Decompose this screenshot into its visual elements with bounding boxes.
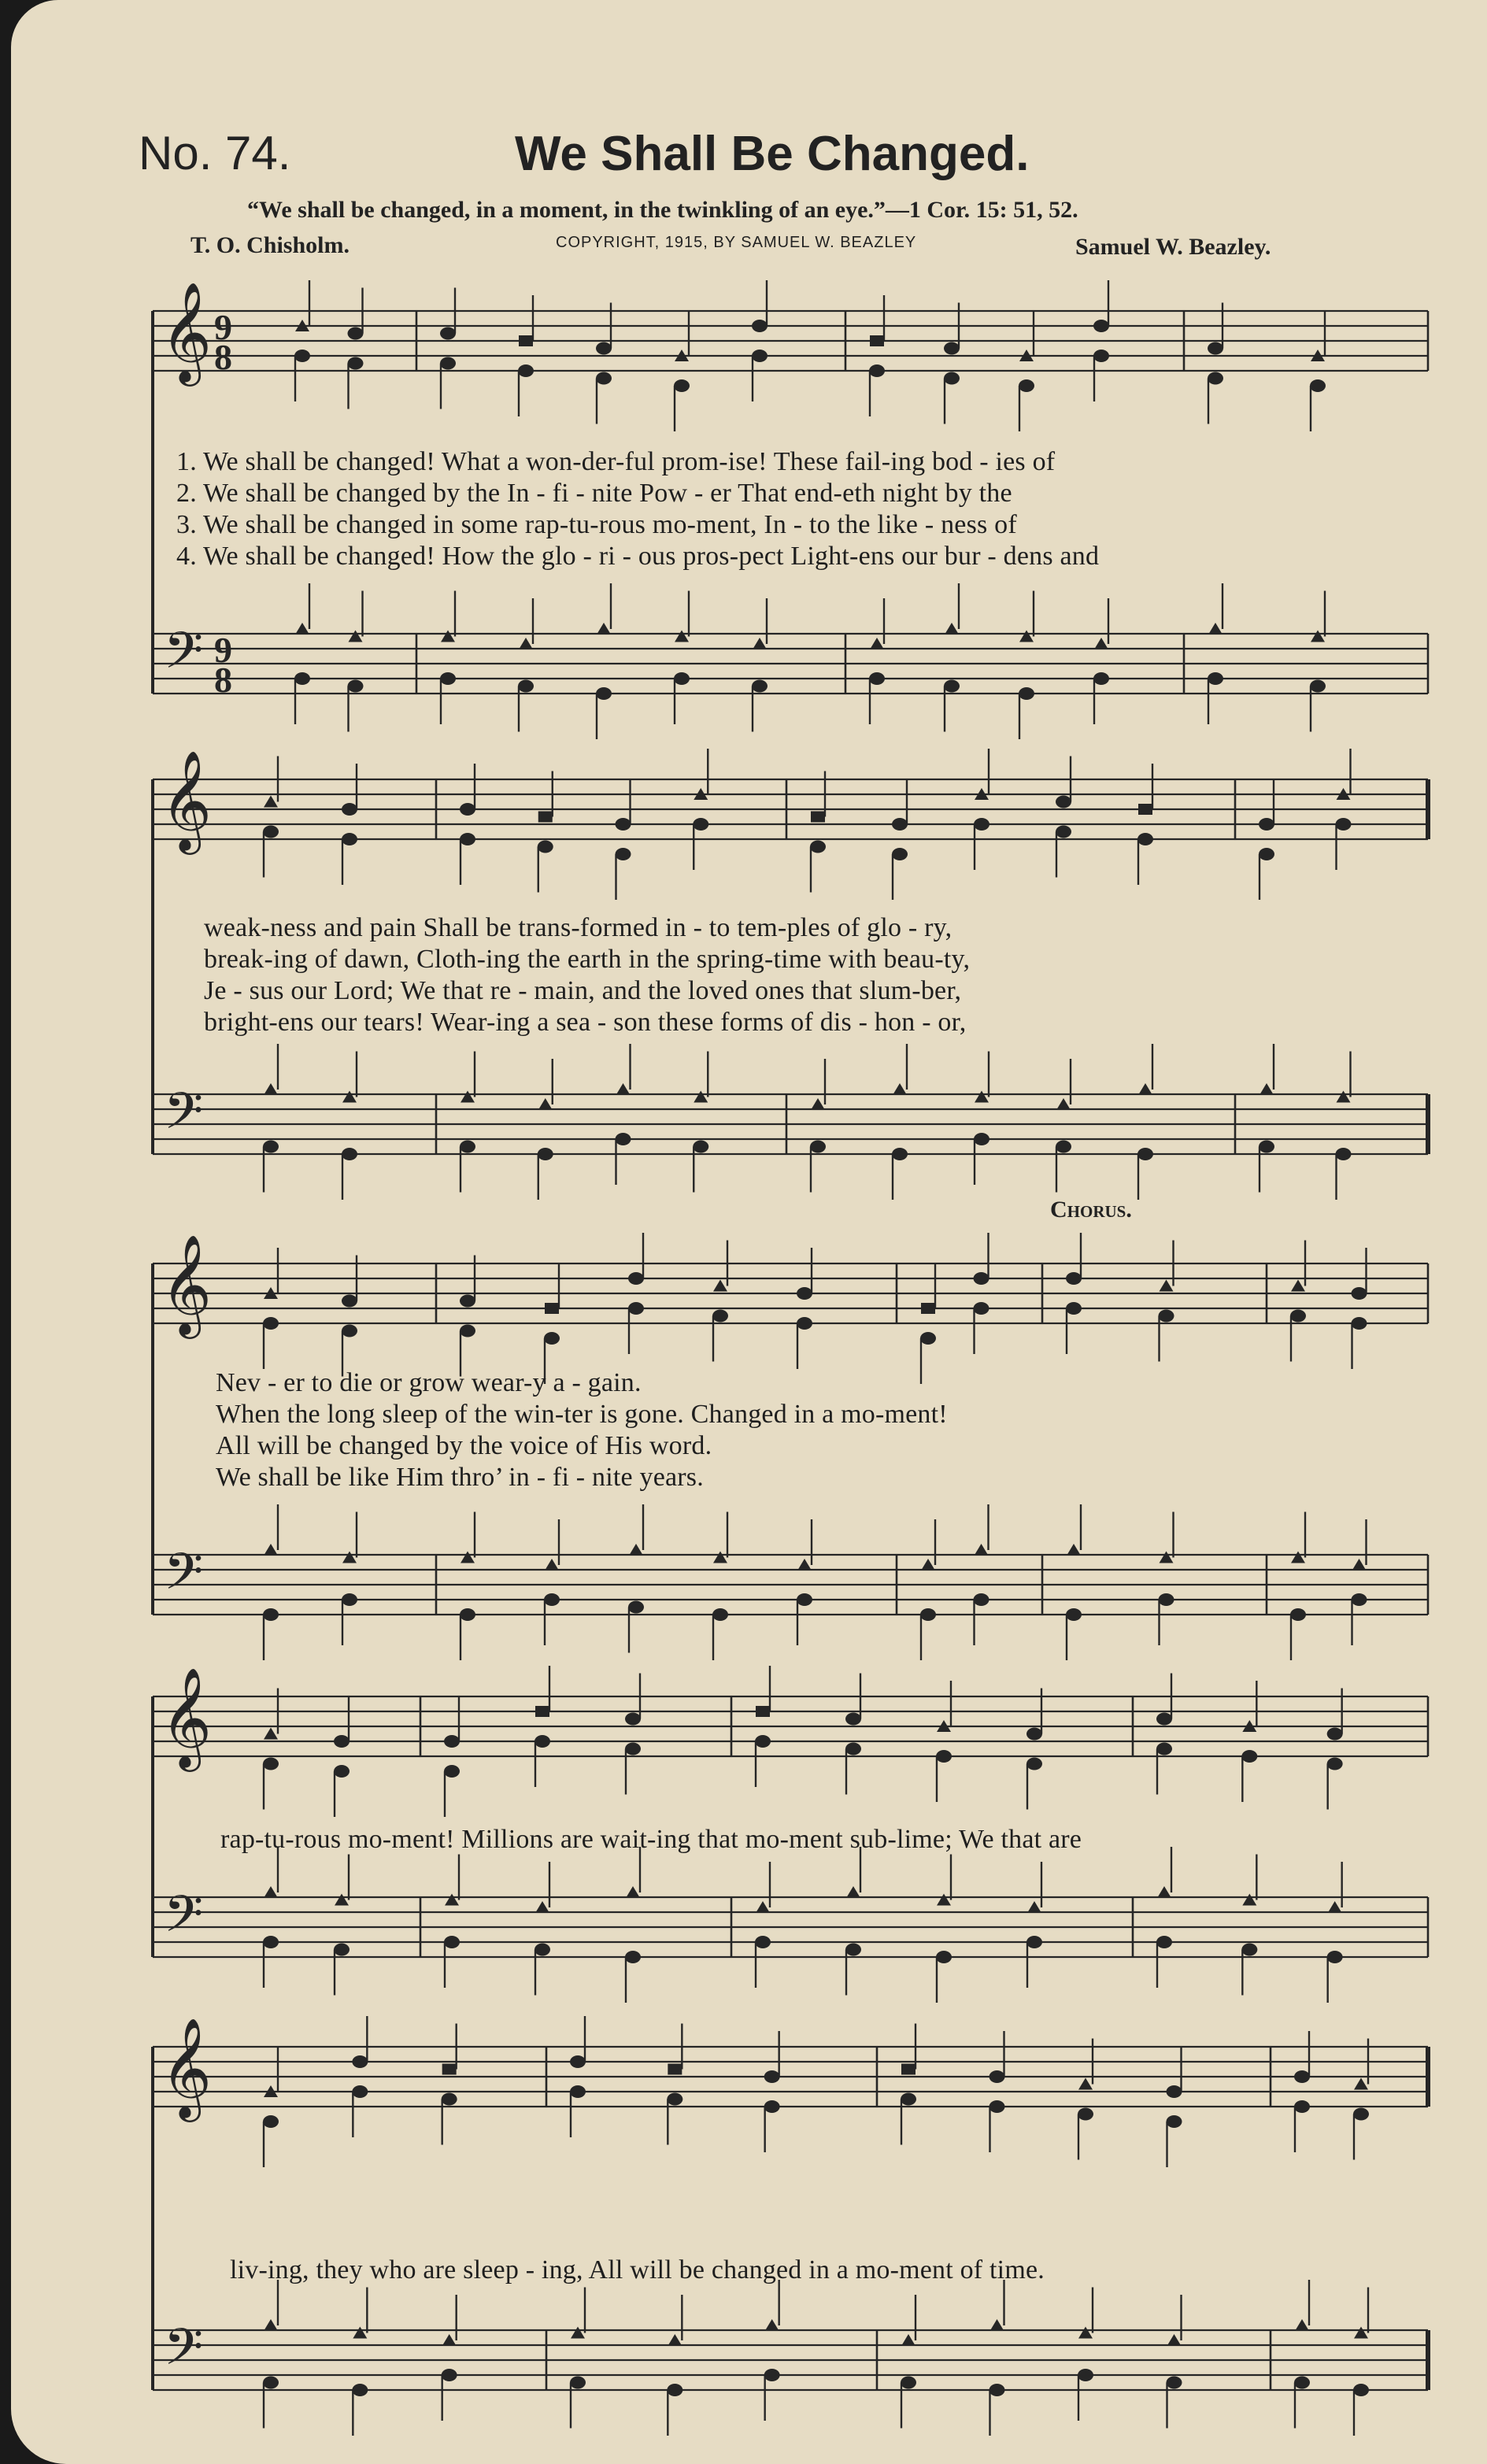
shape-note-head [937,1894,951,1906]
note-head [544,1332,560,1345]
note-head [263,1141,279,1153]
shape-note-head [349,631,363,642]
note-head [1353,2384,1369,2396]
shape-note-head [901,2334,916,2346]
note-head [693,1141,708,1153]
note-head [797,1317,812,1330]
shape-note-head [713,1552,727,1563]
note-head [674,379,690,392]
note-head [348,327,364,340]
shape-note-head [545,1559,559,1571]
note-head [752,320,768,332]
shape-note-head [694,1091,708,1103]
shape-note-head [1311,631,1325,642]
lyric-verse-1-line-1: 1. We shall be changed! What a won-der-ful prom-ise! These fail-ing bod - ies of [176,447,1056,476]
shape-note-head [626,1886,640,1898]
note-head [712,1608,728,1621]
shape-note-head [1138,1083,1152,1095]
note-head [944,372,960,385]
note-head [1156,1936,1172,1948]
bass-clef-icon: 𝄢 [164,1885,204,1956]
note-head [1056,826,1071,838]
note-head [1137,1148,1153,1160]
note-head [869,364,885,377]
note-head [1056,1141,1071,1153]
note-head [1078,2108,1093,2121]
shape-note-head [1160,1280,1174,1292]
note-head [596,687,612,700]
shape-note-head [342,1091,357,1103]
note-head [342,803,357,816]
note-head [628,1601,644,1614]
note-head [901,2377,916,2389]
lyric-verse-1-line-2: weak-ness and pain Shall be trans-formed in - to tem-ples of glo - ry, [204,913,952,942]
note-head [535,1944,550,1956]
treble-clef-icon: 𝄞 [161,2017,213,2118]
note-head [570,2085,586,2098]
note-head [667,2384,682,2396]
note-head [901,2093,916,2106]
note-head [989,2070,1005,2083]
note-head [538,841,553,853]
shape-note-head [461,1091,475,1103]
note-head [342,1593,357,1606]
shape-note-head [765,2319,779,2331]
note-head [797,1287,812,1300]
note-head [1167,2377,1182,2389]
note-head [1294,2100,1310,2113]
shape-note-head [668,2334,682,2346]
note-head [1327,1758,1343,1770]
shape-note-head [264,2319,278,2331]
hymn-title: We Shall Be Changed. [515,127,1030,181]
note-head [1159,1593,1174,1606]
note-head [1290,1608,1306,1621]
note-head [460,1141,475,1153]
note-head [440,357,456,370]
note-head [1352,1317,1367,1330]
shape-note-head [1078,2327,1093,2339]
note-head [596,342,612,355]
shape-note-head [675,631,689,642]
shape-note-head [353,2327,367,2339]
note-head [1294,2070,1310,2083]
note-head [810,841,826,853]
note-head [1167,2115,1182,2128]
note-head [444,1735,460,1748]
note-head [1156,1713,1172,1726]
lyric-verse-4-line-3: We shall be like Him thro’ in - fi - nite years. [216,1463,704,1492]
note-head [989,2384,1005,2396]
music-notation [11,0,1487,2464]
note-head [936,1750,952,1763]
note-head [693,818,708,831]
lyric-verse-4-line-2: bright-ens our tears! Wear-ing a sea - son these forms of dis - hon - or, [204,1008,967,1037]
note-head [845,1944,861,1956]
note-head [755,1735,771,1748]
note-head [460,1608,475,1621]
shape-note-head [870,638,884,649]
note-head [352,2085,368,2098]
note-head [892,1148,908,1160]
shape-note-head [1157,1886,1171,1898]
note-head [535,1735,550,1748]
note-head [944,680,960,693]
shape-note-head [1242,1894,1256,1906]
shape-note-head [1354,2327,1368,2339]
bass-clef-icon: 𝄢 [164,1082,204,1153]
note-head [989,2100,1005,2113]
note-head [460,1325,475,1337]
note-head [294,672,310,685]
note-head [616,1133,631,1145]
note-head [334,1944,350,1956]
note-head [342,1148,357,1160]
note-head [342,1325,357,1337]
note-head [1019,379,1034,392]
shape-note-head [295,623,309,634]
shape-note-head [535,1706,549,1717]
note-head [596,372,612,385]
shape-note-head [442,2064,457,2075]
note-head [352,2055,368,2068]
shape-note-head [846,1886,860,1898]
lyric-verse-2-line-1: 2. We shall be changed by the In - fi - nite Pow - er That end-eth night by the [176,479,1012,508]
shape-note-head [1337,1091,1351,1103]
note-head [1156,1743,1172,1756]
note-head [752,350,768,362]
lyric-verse-2-line-3: When the long sleep of the win-ter is gone. Changed in a mo-ment! [216,1400,948,1429]
note-head [974,818,989,831]
note-head [1259,848,1274,860]
note-head [1352,1287,1367,1300]
note-head [1167,2085,1182,2098]
shape-note-head [1328,1901,1342,1913]
note-head [1310,379,1326,392]
shape-note-head [811,812,825,823]
note-head [628,1302,644,1315]
shape-note-head [668,2064,682,2075]
composer-credit: Samuel W. Beazley. [1075,234,1271,260]
shape-note-head [461,1552,475,1563]
note-head [974,1302,989,1315]
note-head [544,1593,560,1606]
note-head [440,672,456,685]
treble-clef-icon: 𝄞 [161,1667,213,1767]
lyric-chorus-line-1: rap-tu-rous mo-ment! Millions are wait-ing that mo-ment sub-lime; We that are [220,1825,1082,1854]
note-head [616,818,631,831]
note-head [1026,1728,1042,1741]
shape-note-head [893,1083,907,1095]
note-head [1093,350,1109,362]
note-head [845,1743,861,1756]
shape-note-head [945,623,959,634]
time-signature-numerator: 9 [214,630,232,670]
note-head [1294,2377,1310,2389]
shape-note-head [1138,804,1152,815]
note-head [674,672,690,685]
time-signature-numerator: 9 [214,307,232,347]
shape-note-head [597,623,611,634]
shape-note-head [990,2319,1004,2331]
chorus-label: Chorus. [1050,1197,1132,1223]
note-head [1241,1750,1257,1763]
note-head [348,357,364,370]
note-head [625,1743,641,1756]
note-head [570,2055,586,2068]
shape-note-head [335,1894,349,1906]
note-head [944,342,960,355]
note-head [752,680,768,693]
treble-clef-icon: 𝄞 [161,749,213,850]
note-head [570,2377,586,2389]
lyric-chorus-line-2: liv-ing, they who are sleep - ing, All will be changed in a mo-ment of time. [230,2255,1045,2285]
shape-note-head [1160,1552,1174,1563]
treble-clef-icon: 𝄞 [161,1234,213,1334]
note-head [1208,342,1223,355]
shape-note-head [1167,2334,1182,2346]
note-head [538,1148,553,1160]
shape-note-head [975,1091,989,1103]
note-head [1208,672,1223,685]
shape-note-head [1027,1901,1041,1913]
note-head [810,1141,826,1153]
shape-note-head [753,638,767,649]
hymn-number: No. 74. [139,127,291,179]
note-head [342,833,357,845]
shape-note-head [921,1559,935,1571]
shape-note-head [571,2327,585,2339]
time-signature-denominator: 8 [214,660,232,700]
shape-note-head [264,1886,278,1898]
shape-note-head [1260,1083,1274,1095]
note-head [460,833,475,845]
shape-note-head [1354,2078,1368,2090]
treble-clef-icon: 𝄞 [161,281,213,382]
note-head [1290,1310,1306,1323]
shape-note-head [264,796,278,808]
note-head [974,1593,989,1606]
shape-note-head [545,1303,559,1314]
note-head [263,1758,279,1770]
note-head [1327,1951,1343,1963]
note-head [920,1332,936,1345]
note-head [1056,796,1071,808]
note-head [1078,2369,1093,2381]
note-head [712,1310,728,1323]
note-head [1159,1310,1174,1323]
lyric-verse-2-line-2: break-ing of dawn, Cloth-ing the earth in the spring-time with beau-ty, [204,945,971,974]
note-head [263,826,279,838]
shape-note-head [1094,638,1108,649]
note-head [442,2369,457,2381]
note-head [263,2377,279,2389]
note-head [263,1317,279,1330]
shape-note-head [921,1303,935,1314]
note-head [1066,1608,1082,1621]
note-head [263,1936,279,1948]
note-head [797,1593,812,1606]
note-head [1019,687,1034,700]
note-head [444,1936,460,1948]
note-head [342,1295,357,1308]
note-head [1026,1758,1042,1770]
shape-note-head [538,812,553,823]
note-head [936,1951,952,1963]
note-head [460,1295,475,1308]
note-head [1093,672,1109,685]
lyricist-credit: T. O. Chisholm. [190,232,350,258]
shape-note-head [1067,1544,1081,1556]
note-head [334,1735,350,1748]
note-head [869,672,885,685]
note-head [667,2093,682,2106]
note-head [263,2115,279,2128]
note-head [1066,1272,1082,1285]
bass-clef-icon: 𝄢 [164,1543,204,1614]
hymn-page [11,0,1487,2464]
note-head [974,1272,989,1285]
note-head [628,1272,644,1285]
shape-note-head [797,1559,812,1571]
bass-clef-icon: 𝄢 [164,2318,204,2389]
note-head [1310,680,1326,693]
shape-note-head [713,1280,727,1292]
shape-note-head [538,1098,553,1110]
shape-note-head [1291,1552,1305,1563]
shape-note-head [442,2334,457,2346]
lyric-verse-1-line-3: Nev - er to die or grow wear-y a - gain. [216,1368,642,1397]
time-signature-denominator: 8 [214,337,232,377]
note-head [518,680,534,693]
shape-note-head [1019,631,1034,642]
note-head [334,1765,350,1778]
note-head [892,818,908,831]
lyric-verse-3-line-2: Je - sus our Lord; We that re - main, and the loved ones that slum-ber, [204,976,962,1005]
note-head [764,2369,780,2381]
note-head [1336,818,1352,831]
note-head [1241,1944,1257,1956]
shape-note-head [1056,1098,1071,1110]
shape-note-head [342,1552,357,1563]
note-head [1137,833,1153,845]
note-head [348,680,364,693]
lyric-verse-4-line-1: 4. We shall be changed! How the glo - ri - ous pros-pect Light-ens our bur - dens and [176,542,1100,571]
note-head [764,2070,780,2083]
note-head [892,848,908,860]
shape-note-head [616,1083,631,1095]
note-head [625,1951,641,1963]
note-head [1352,1593,1367,1606]
note-head [974,1133,989,1145]
scripture-reference: “We shall be changed, in a moment, in the twinkling of an eye.”—1 Cor. 15: 51, 52. [247,197,1078,223]
note-head [1327,1728,1343,1741]
note-head [1026,1936,1042,1948]
shape-note-head [1352,1559,1367,1571]
shape-note-head [519,335,533,346]
bass-clef-icon: 𝄢 [164,622,204,693]
note-head [444,1765,460,1778]
shape-note-head [629,1544,643,1556]
shape-note-head [1291,1280,1305,1292]
note-head [294,350,310,362]
note-head [845,1713,861,1726]
note-head [1208,372,1223,385]
note-head [616,848,631,860]
shape-note-head [445,1894,459,1906]
shape-note-head [870,335,884,346]
shape-note-head [1078,2078,1093,2090]
note-head [1066,1302,1082,1315]
shape-note-head [756,1706,770,1717]
note-head [1259,818,1274,831]
shape-note-head [901,2064,916,2075]
shape-note-head [756,1901,770,1913]
shape-note-head [811,1098,825,1110]
copyright-notice: COPYRIGHT, 1915, BY SAMUEL W. BEAZLEY [556,234,917,251]
note-head [755,1936,771,1948]
note-head [625,1713,641,1726]
shape-note-head [264,1083,278,1095]
note-head [1259,1141,1274,1153]
note-head [518,364,534,377]
note-head [764,2100,780,2113]
shape-note-head [264,1728,278,1740]
shape-note-head [264,1544,278,1556]
note-head [1353,2108,1369,2121]
note-head [1093,320,1109,332]
note-head [440,327,456,340]
lyric-verse-3-line-3: All will be changed by the voice of His word. [216,1431,712,1460]
shape-note-head [975,1544,989,1556]
note-head [263,1608,279,1621]
note-head [920,1608,936,1621]
shape-note-head [441,631,455,642]
note-head [442,2093,457,2106]
shape-note-head [1208,623,1223,634]
shape-note-head [519,638,533,649]
shape-note-head [535,1901,549,1913]
note-head [352,2384,368,2396]
shape-note-head [1295,2319,1309,2331]
note-head [460,803,475,816]
note-head [1336,1148,1352,1160]
lyric-verse-3-line-1: 3. We shall be changed in some rap-tu-rous mo-ment, In - to the like - ness of [176,510,1017,539]
